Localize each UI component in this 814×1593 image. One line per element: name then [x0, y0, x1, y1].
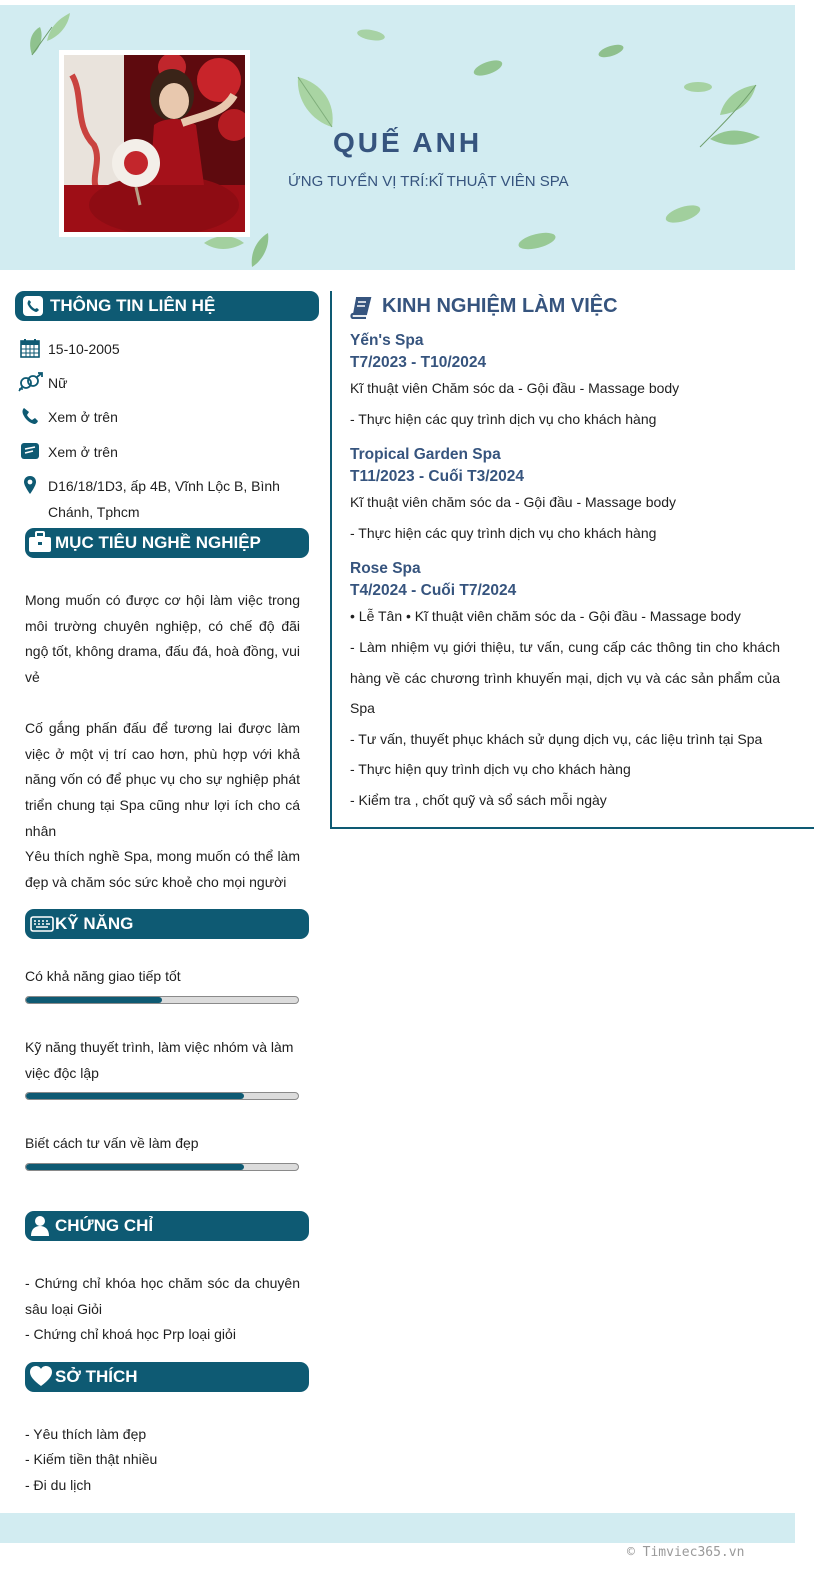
skill-level-fill — [26, 997, 162, 1003]
heart-icon — [29, 1365, 53, 1387]
leaf-decoration — [595, 41, 627, 61]
leaf-decoration — [292, 73, 340, 131]
job-description-line: - Thực hiện các quy trình dịch vụ cho khách hàng — [350, 411, 657, 427]
job-description-line: • Lễ Tân • Kĩ thuật viên chăm sóc da - Gội đầu - Massage body — [350, 608, 741, 624]
certificate-item: - Chứng chỉ khoá học Prp loại giỏi — [25, 1326, 236, 1342]
skill-level-bar — [25, 996, 299, 1004]
profile-photo-frame — [59, 50, 250, 237]
job-period: T7/2023 - T10/2024 — [350, 354, 487, 371]
skill-level-bar — [25, 1092, 299, 1100]
job-period: T4/2024 - Cuối T7/2024 — [350, 582, 517, 599]
calendar-icon — [20, 338, 40, 358]
job-description-line: - Thực hiện các quy trình dịch vụ cho khách hàng — [350, 525, 657, 541]
objective-paragraph: Yêu thích nghề Spa, mong muốn có thể làm đẹp và chăm sóc sức khoẻ cho mọi người — [25, 848, 300, 890]
objective-section-label: MỤC TIÊU NGHỀ NGHIỆP — [55, 533, 261, 552]
job-description-line: - Kiểm tra , chốt quỹ và sổ sách mỗi ngày — [350, 792, 607, 808]
keyboard-icon — [30, 916, 54, 932]
footer-band — [0, 1513, 795, 1543]
leaf-decoration — [514, 227, 560, 255]
job-description-line: Kĩ thuật viên chăm sóc da - Gội đầu - Massage body — [350, 494, 677, 510]
phone-icon — [22, 295, 44, 317]
leaf-decoration — [470, 57, 506, 79]
job-description-line: Kĩ thuật viên Chăm sóc da - Gội đầu - Massage body — [350, 380, 680, 396]
leaf-decoration — [355, 27, 387, 43]
objective-paragraph: Cố gắng phấn đấu để tương lai được làm việc ở một vị trí cao hơn, phù hợp với khả năng vốn có để phục vụ cho sự nghiệp phát triển chung tại Spa cũng như lợi ích cho cá nhân — [25, 720, 300, 839]
job-company: Yến's Spa — [350, 332, 424, 349]
job-description-line: - Làm nhiệm vụ giới thiệu, tư vấn, cung cấp các thông tin cho khách hàng về các chương trình khuyến mại, dịch vụ và các sản phẩm của Spa — [350, 639, 780, 716]
skill-level-fill — [26, 1164, 244, 1170]
header-banner — [0, 5, 795, 270]
hobby-item: - Yêu thích làm đẹp — [25, 1426, 147, 1442]
skill-name: Có khả năng giao tiếp tốt — [25, 968, 181, 984]
objective-section-title — [25, 528, 309, 558]
skills-section-label: KỸ NĂNG — [55, 914, 134, 933]
certificates-section-label: CHỨNG CHỈ — [55, 1216, 154, 1235]
phone-icon — [20, 406, 40, 426]
address-value: D16/18/1D3, ấp 4B, Vĩnh Lộc B, Bình Chánh, Tphcm — [48, 478, 280, 520]
leaf-decoration — [680, 77, 770, 157]
book-icon — [350, 297, 372, 319]
phone-value: Xem ở trên — [48, 409, 118, 425]
contact-section-title — [15, 291, 319, 321]
skill-name: Kỹ năng thuyết trình, làm việc nhóm và làm việc độc lập — [25, 1039, 294, 1081]
user-icon — [30, 1215, 50, 1237]
email-icon — [20, 441, 40, 461]
skill-level-bar — [25, 1163, 299, 1171]
leaf-decoration — [662, 201, 704, 227]
watermark: © Timviec365.vn — [627, 1545, 745, 1560]
hobby-item: - Đi du lịch — [25, 1477, 92, 1493]
hobbies-section-title — [25, 1362, 309, 1392]
skill-name: Biết cách tư vấn về làm đẹp — [25, 1135, 199, 1151]
experience-section-label: KINH NGHIỆM LÀM VIỆC — [382, 295, 618, 317]
hobbies-section-label: SỞ THÍCH — [55, 1367, 138, 1386]
gender-icon — [18, 372, 44, 392]
certificates-section-title — [25, 1211, 309, 1241]
birthday-value: 15-10-2005 — [48, 341, 120, 357]
job-description-line: - Tư vấn, thuyết phục khách sử dụng dịch vụ, các liệu trình tại Spa — [350, 731, 763, 747]
briefcase-icon — [28, 531, 52, 553]
hobby-item: - Kiếm tiền thật nhiều — [25, 1451, 158, 1467]
email-value: Xem ở trên — [48, 444, 118, 460]
job-company: Tropical Garden Spa — [350, 446, 501, 463]
applied-position: ỨNG TUYỂN VỊ TRÍ:KĨ THUẬT VIÊN SPA — [288, 173, 569, 190]
candidate-name: QUẾ ANH — [333, 127, 483, 158]
profile-photo — [64, 55, 245, 232]
skill-level-fill — [26, 1093, 244, 1099]
location-pin-icon — [20, 475, 40, 495]
skills-section-title — [25, 909, 309, 939]
experience-section-title — [354, 295, 618, 318]
job-description-line: - Thực hiện quy trình dịch vụ cho khách hàng — [350, 761, 631, 777]
certificate-item: - Chứng chỉ khóa học chăm sóc da chuyên sâu loại Giỏi — [25, 1275, 300, 1317]
objective-paragraph: Mong muốn có được cơ hội làm việc trong môi trường chuyên nghiệp, có chế độ đãi ngộ tốt, không drama, đấu đá, hoà đồng, vui vẻ — [25, 592, 300, 686]
experience-section — [330, 291, 814, 829]
job-company: Rose Spa — [350, 560, 421, 577]
job-period: T11/2023 - Cuối T3/2024 — [350, 468, 525, 485]
gender-value: Nữ — [48, 375, 68, 391]
contact-section-label: THÔNG TIN LIÊN HỆ — [50, 296, 216, 315]
